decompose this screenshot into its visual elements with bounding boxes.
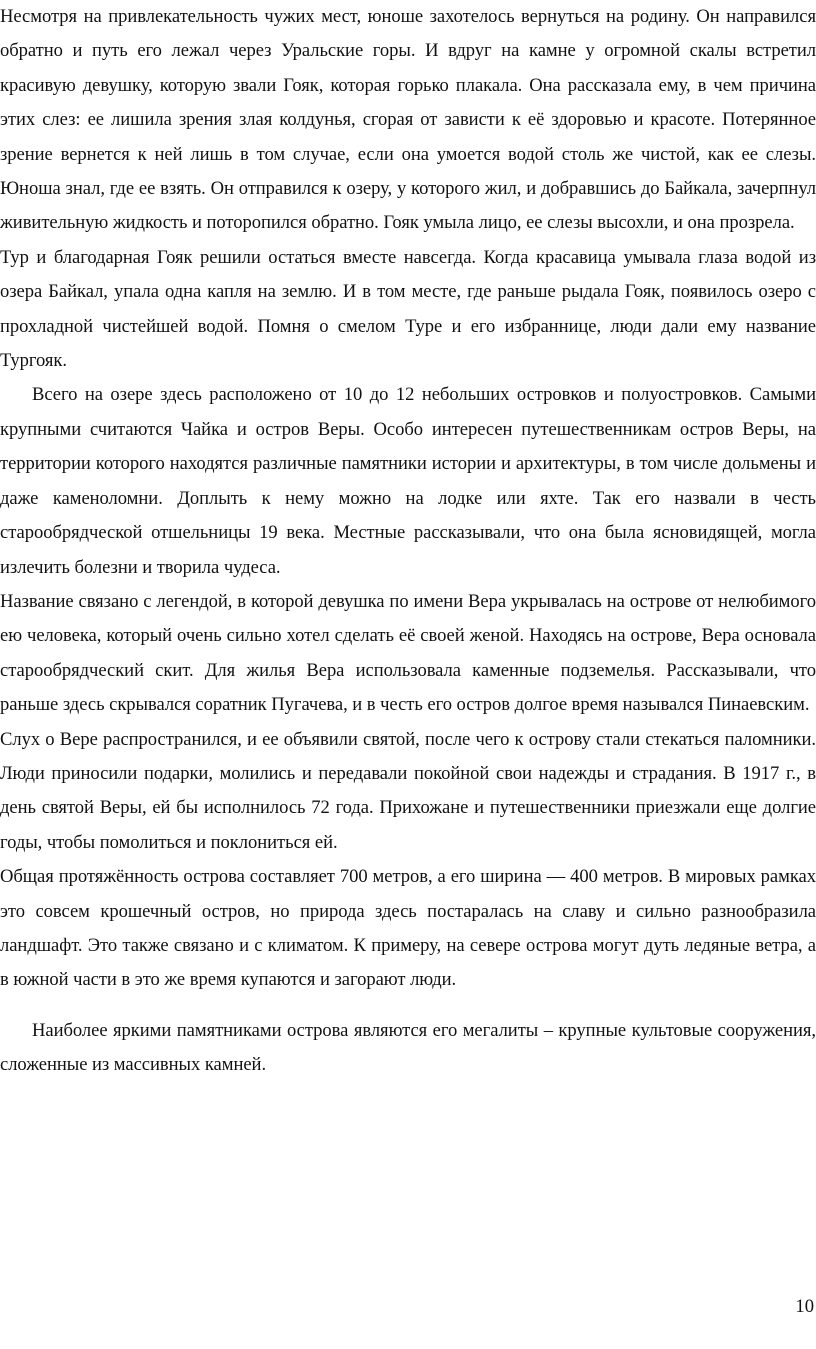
paragraph-megaliths: Наиболее яркими памятниками острова являются его мегалиты – крупные культовые сооружения, сложенные из массивных камней. xyxy=(0,1019,816,1076)
paragraph-legend-lake: Тур и благодарная Гояк решили остаться вместе навсегда. Когда красавица умывала глаза водой из озера Байкал, упала одна капля на землю. И в том месте, где раньше рыдала Гояк, появилось озеро с прохладной чистейшей водой. Помня о смелом Туре и его избраннице, люди дали ему название Тургояк. xyxy=(0,246,816,372)
page-number: 10 xyxy=(795,1296,814,1317)
paragraph-island-size: Общая протяжённость острова составляет 700 метров, а его ширина — 400 метров. В мировых рамках это совсем крошечный остров, но природа здесь постаралась на славу и сильно разнообразила ландшафт. Это также связано и с климатом. К примеру, на севере острова могут дуть ледяные ветра, а в южной части в это же время купаются и загорают люди. xyxy=(0,866,816,991)
paragraph-pilgrims: Слух о Вере распространился, и ее объявили святой, после чего к острову стали стекаться паломники. Люди приносили подарки, молились и передавали покойной свои надежды и страдания. В 1917 г., в день святой Веры, ей бы исполнилось 72 года. Прихожане и путешественники приезжали еще долгие годы, чтобы помолиться и поклониться ей. xyxy=(0,728,816,853)
paragraph-name-legend: Название связано с легендой, в которой девушка по имени Вера укрывалась на острове от нелюбимого ею человека, который очень сильно хотел сделать её своей женой. Находясь на острове, Вера основала старообрядческий скит. Для жилья Вера использовала каменные подземелья. Рассказывали, что раньше здесь скрывался соратник Пугачева, и в честь его остров долгое время назывался Пинаевским. xyxy=(0,590,816,716)
paragraph-legend-return: Несмотря на привлекательность чужих мест, юноше захотелось вернуться на родину. Он направился обратно и путь его лежал через Уральские горы. И вдруг на камне у огромной скалы встретил красивую девушку, которую звали Гояк, которая горько плакала. Она рассказала ему, в чем причина этих слез: ее лишила зрения злая колдунья, сгорая от зависти к её здоровью и красоте. Потерянное зрение вернется к ней лишь в том случае, если она умоется водой столь же чистой, как ее слезы. Юноша знал, где ее взять. Он отправился к озеру, у которого жил, и добравшись до Байкала, зачерпнул живительную жидкость и поторопился обратно. Гояк умыла лицо, ее слезы высохли, и она прозрела. xyxy=(0,6,816,234)
paragraph-islands: Всего на озере здесь расположено от 10 до 12 небольших островков и полуостровков. Самыми крупными считаются Чайка и остров Веры. Особо интересен путешественникам остров Веры, на территории которого находятся различные памятники истории и архитектуры, в том числе дольмены и даже каменоломни. Доплыть к нему можно на лодке или яхте. Так его назвали в честь старообрядческой отшельницы 19 века. Местные рассказывали, что она была ясновидящей, могла излечить болезни и творила чудеса. xyxy=(0,384,816,578)
